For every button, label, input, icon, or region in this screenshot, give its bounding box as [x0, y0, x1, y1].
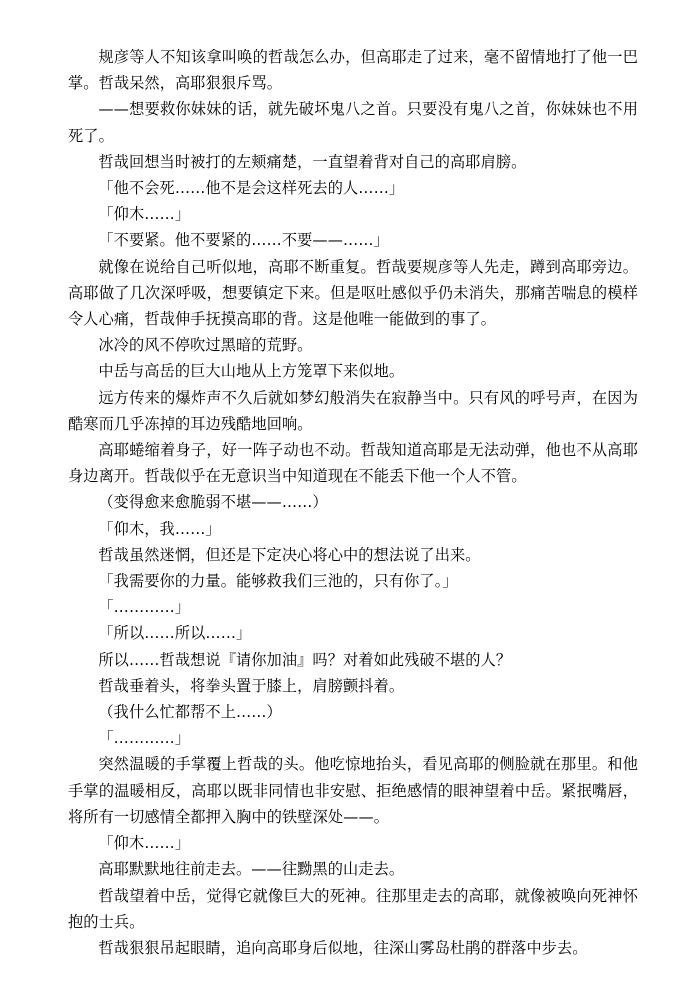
paragraph: 「…………」 — [98, 598, 191, 617]
paragraph: 「他不会死……他不是会这样死去的人……」 — [98, 179, 405, 198]
paragraph: 高耶默默地往前走去。——往黝黑的山走去。 — [98, 860, 405, 879]
paragraph: 规彦等人不知该拿叫唤的哲哉怎么办，但高耶走了过来，毫不留情地打了他一巴掌。哲哉呆然，高耶狠狠斥骂。 — [68, 48, 638, 93]
paragraph: 哲哉望着中岳，觉得它就像巨大的死神。往那里走去的高耶，就像被唤向死神怀抱的士兵。 — [68, 886, 638, 931]
paragraph: 高耶蜷缩着身子，好一阵子动也不动。哲哉知道高耶是无法动弹，他也不从高耶身边离开。哲哉似乎在无意识当中知道现在不能丢下他一个人不管。 — [68, 441, 638, 486]
paragraph: 「所以……所以……」 — [98, 624, 252, 643]
paragraph: 就像在说给自己听似地，高耶不断重复。哲哉要规彦等人先走，蹲到高耶旁边。高耶做了几次深呼吸，想要镇定下来。但是呕吐感似乎仍未消失，那痛苦喘息的模样令人心痛，哲哉伸手抚摸高耶的背。这是他唯一能做到的事了。 — [68, 257, 638, 329]
paragraph: 「仰木……」 — [98, 834, 191, 853]
paragraph: 哲哉狠狠吊起眼睛，追向高耶身后似地，往深山雾岛杜鹃的群落中步去。 — [98, 938, 588, 957]
paragraph: 哲哉垂着头，将拳头置于膝上，肩膀颤抖着。 — [98, 676, 405, 695]
paragraph: （我什么忙都帮不上……） — [98, 703, 282, 722]
paragraph: 远方传来的爆炸声不久后就如梦幻般消失在寂静当中。只有风的呼号声，在因为酷寒而几乎冻掉的耳边残酷地回响。 — [68, 388, 638, 433]
paragraph: 中岳与高岳的巨大山地从上方笼罩下来似地。 — [98, 362, 405, 381]
paragraph: 「仰木……」 — [98, 205, 191, 224]
paragraph: 「…………」 — [98, 729, 191, 748]
paragraph: 哲哉回想当时被打的左颊痛楚，一直望着背对自己的高耶肩膀。 — [98, 152, 527, 171]
paragraph: 「不要紧。他不要紧的……不要——……」 — [98, 231, 389, 250]
paragraph: 哲哉虽然迷惘，但还是下定决心将心中的想法说了出来。 — [98, 545, 481, 564]
paragraph: 「仰木，我……」 — [98, 519, 221, 538]
paragraph: 突然温暖的手掌覆上哲哉的头。他吃惊地抬头，看见高耶的侧脸就在那里。和他手掌的温暖相反，高耶以既非同情也非安慰、拒绝感情的眼神望着中岳。紧抿嘴唇，将所有一切感情全都押入胸中的铁壁深处——。 — [68, 755, 638, 826]
paragraph: ——想要救你妹妹的话，就先破坏鬼八之首。只要没有鬼八之首，你妹妹也不用死了。 — [68, 100, 638, 145]
paragraph: 「我需要你的力量。能够救我们三池的，只有你了。」 — [98, 572, 458, 591]
paragraph: 所以……哲哉想说『请你加油』吗？对着如此残破不堪的人？ — [98, 650, 512, 669]
paragraph: （变得愈来愈脆弱不堪——……） — [98, 493, 328, 512]
document-body — [68, 44, 638, 961]
paragraph: 冰冷的风不停吹过黑暗的荒野。 — [98, 336, 313, 355]
